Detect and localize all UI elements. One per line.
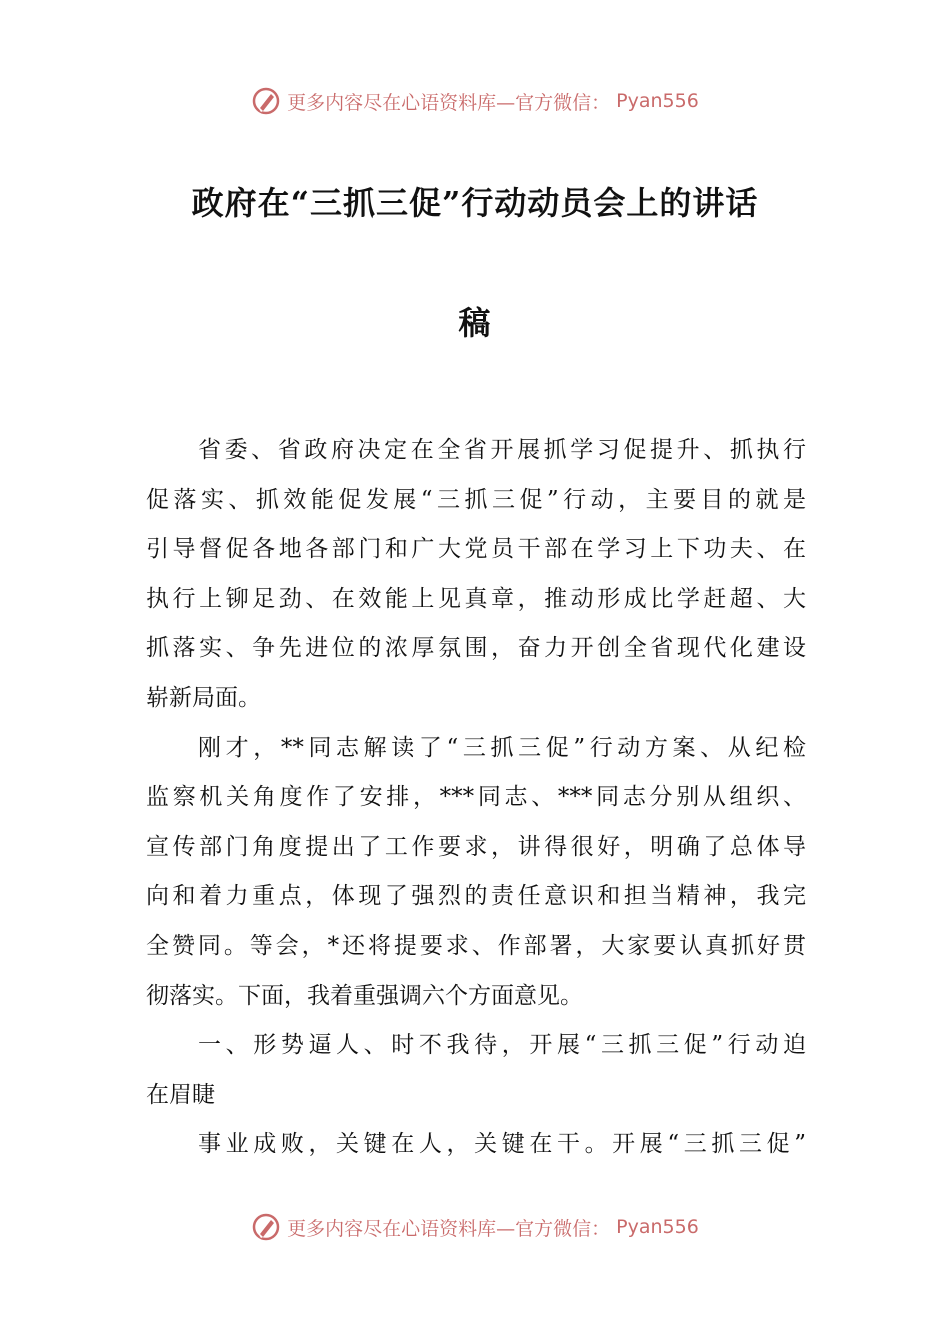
text-line: [146, 872, 806, 922]
header-watermark: [0, 86, 950, 116]
document-body: [146, 426, 806, 1170]
text-line: [146, 1071, 806, 1121]
text-line-content: 监察机关角度作了安排，***同志、***同志分别从组织、: [146, 784, 806, 811]
text-line: [146, 972, 806, 1022]
text-line: [146, 624, 806, 674]
text-line-content: 在眉睫: [146, 1081, 215, 1108]
text-line: [146, 724, 806, 774]
text-line-content: 一、形势逼人、时不我待，开展“三抓三促”行动迫: [198, 1032, 806, 1059]
text-line-content: 崭新局面。: [146, 684, 261, 711]
text-line: [146, 773, 806, 823]
footer-watermark: [0, 1212, 950, 1242]
watermark-handle: Pyan556: [616, 90, 699, 112]
text-line: [146, 674, 806, 724]
watermark-handle: Pyan556: [616, 1216, 699, 1238]
text-line-content: 事业成败，关键在人，关键在干。开展“三抓三促”: [198, 1131, 806, 1158]
text-line-content: 省委、省政府决定在全省开展抓学习促提升、抓执行: [198, 437, 806, 463]
document-title-continued: 稿: [458, 304, 492, 342]
document-title: 政府在“三抓三促”行动动员会上的讲话: [191, 184, 759, 222]
text-line: [146, 525, 806, 575]
watermark-text: 更多内容尽在心语资料库—官方微信：: [287, 1217, 611, 1240]
text-line: [146, 1120, 806, 1170]
watermark-text: 更多内容尽在心语资料库—官方微信：: [287, 91, 611, 114]
text-line: [146, 426, 806, 476]
text-line: [146, 922, 806, 972]
text-line-content: 全赞同。等会，*还将提要求、作部署，大家要认真抓好贯: [146, 932, 806, 959]
text-line: [146, 1021, 806, 1071]
text-line-content: 引导督促各地各部门和广大党员干部在学习上下功夫、在: [146, 536, 806, 563]
text-line: [146, 575, 806, 625]
pen-logo-icon: [251, 1212, 281, 1242]
text-line: [146, 476, 806, 526]
text-line-content: 促落实、抓效能促发展“三抓三促”行动，主要目的就是: [146, 486, 806, 513]
text-line-content: 宣传部门角度提出了工作要求，讲得很好，明确了总体导: [146, 833, 806, 860]
text-line-content: 彻落实。下面，我着重强调六个方面意见。: [146, 982, 583, 1009]
text-line: [146, 823, 806, 873]
text-line-content: 刚才，**同志解读了“三抓三促”行动方案、从纪检: [198, 734, 806, 761]
text-line-content: 执行上铆足劲、在效能上见真章，推动形成比学赶超、大: [146, 585, 806, 612]
text-line-content: 向和着力重点，体现了强烈的责任意识和担当精神，我完: [146, 883, 806, 910]
pen-logo-icon: [251, 86, 281, 116]
text-line-content: 抓落实、争先进位的浓厚氛围，奋力开创全省现代化建设: [146, 635, 806, 662]
